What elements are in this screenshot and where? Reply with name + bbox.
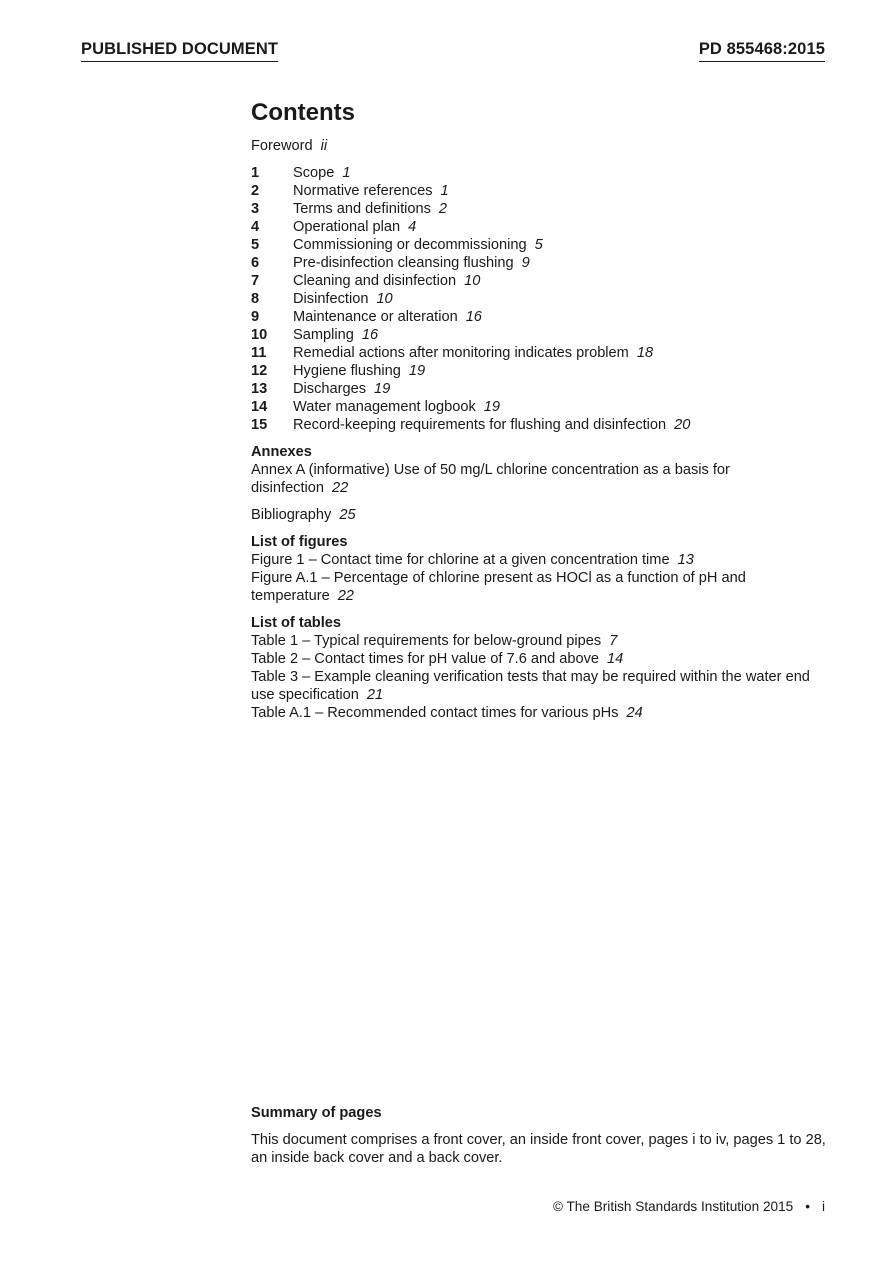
toc-clause-page: 18 xyxy=(636,345,654,361)
toc-clause-row[interactable] xyxy=(251,164,831,182)
table-page: 21 xyxy=(366,687,384,703)
toc-clause-title: Terms and definitions xyxy=(293,201,431,217)
toc-clause-title-wrap xyxy=(293,398,500,416)
toc-clause-row[interactable] xyxy=(251,272,831,290)
toc-clause-page: 1 xyxy=(342,165,351,181)
toc-clause-row[interactable] xyxy=(251,218,831,236)
table-title: Table A.1 – Recommended contact times for various pHs xyxy=(251,705,619,721)
toc-clause-title: Pre-disinfection cleansing flushing xyxy=(293,255,514,271)
toc-clause-page: 16 xyxy=(465,309,482,325)
toc-clause-title-wrap xyxy=(293,308,482,326)
toc-clause-number: 15 xyxy=(251,417,268,433)
toc-clause-page: 19 xyxy=(483,399,501,415)
table-entry[interactable] xyxy=(251,668,831,704)
footer-separator: • xyxy=(805,1199,810,1214)
toc-clause-title: Sampling xyxy=(293,327,354,343)
toc-clause-row[interactable] xyxy=(251,290,831,308)
toc-clause-row[interactable] xyxy=(251,344,831,362)
toc-figures xyxy=(251,533,831,605)
toc-clause-number: 4 xyxy=(251,219,260,235)
toc-clause-number: 13 xyxy=(251,381,268,397)
toc-clause-title: Record-keeping requirements for flushing and disinfection xyxy=(293,417,667,433)
toc-clause-page: 10 xyxy=(464,273,481,289)
figure-title: Figure A.1 – Percentage of chlorine present as HOCl as a function of pH and temperature xyxy=(251,570,746,604)
toc-clause-page: 19 xyxy=(374,381,391,397)
toc-clause-title-wrap xyxy=(293,380,390,398)
toc-bibliography[interactable] xyxy=(251,506,831,524)
footer-copyright: © The British Standards Institution 2015 xyxy=(552,1199,794,1214)
toc-clause-title: Discharges xyxy=(293,381,366,397)
toc-clause-title-wrap xyxy=(293,200,447,218)
toc-clause-title-wrap xyxy=(293,326,378,344)
toc-clause-title: Maintenance or alteration xyxy=(293,309,458,325)
annex-entry[interactable] xyxy=(251,461,831,497)
footer-page-number: i xyxy=(821,1199,825,1214)
toc-clause-title: Disinfection xyxy=(293,291,369,307)
contents-section xyxy=(251,98,831,722)
toc-clause-number: 14 xyxy=(251,399,268,415)
toc-clause-row[interactable] xyxy=(251,398,831,416)
toc-clause-title: Normative references xyxy=(293,183,433,199)
toc-clause-title: Water management logbook xyxy=(293,399,476,415)
toc-clause-title-wrap xyxy=(293,344,653,362)
toc-clause-row[interactable] xyxy=(251,362,831,380)
toc-clause-page: 10 xyxy=(376,291,393,307)
toc-clause-title: Remedial actions after monitoring indicates problem xyxy=(293,345,629,361)
toc-clause-page: 16 xyxy=(361,327,379,343)
toc-clause-page: 9 xyxy=(521,255,530,271)
toc-foreword-page: ii xyxy=(320,138,328,154)
toc-clause-title: Hygiene flushing xyxy=(293,363,401,379)
toc-bibliography-label: Bibliography xyxy=(251,507,332,523)
toc-clause-page: 4 xyxy=(408,219,417,235)
toc-annexes xyxy=(251,443,831,497)
toc-clause-title-wrap xyxy=(293,218,416,236)
annex-page: 22 xyxy=(332,480,349,496)
toc-clause-title-wrap xyxy=(293,272,480,290)
toc-clause-title-wrap xyxy=(293,236,543,254)
contents-title: Contents xyxy=(251,99,355,126)
table-entry[interactable] xyxy=(251,632,831,650)
summary-text: This document comprises a front cover, an inside front cover, pages i to iv, pages 1 to 28, an inside back cover and a back cover. xyxy=(251,1132,826,1166)
table-entry[interactable] xyxy=(251,704,831,722)
toc-foreword-label: Foreword xyxy=(251,138,313,154)
toc-clause-page: 2 xyxy=(438,201,448,217)
figure-page: 13 xyxy=(677,552,694,568)
annex-title: Annex A (informative) Use of 50 mg/L chlorine concentration as a basis for disinfection xyxy=(251,462,730,496)
toc-clause-number: 12 xyxy=(251,363,268,379)
table-list xyxy=(251,632,831,722)
toc-clause-number: 2 xyxy=(251,183,260,199)
figure-list xyxy=(251,551,831,605)
toc-clause-page: 19 xyxy=(408,363,426,379)
toc-clause-number: 6 xyxy=(251,255,260,271)
toc-clause-row[interactable] xyxy=(251,182,831,200)
figures-heading: List of figures xyxy=(251,534,348,550)
toc-clause-page: 1 xyxy=(440,183,449,199)
annex-list xyxy=(251,461,831,497)
table-page: 7 xyxy=(609,633,618,649)
toc-clause-number: 11 xyxy=(251,345,267,361)
toc-clause-number: 3 xyxy=(251,201,260,217)
toc-bibliography-page: 25 xyxy=(339,507,356,523)
toc-clause-title: Commissioning or decommissioning xyxy=(293,237,527,253)
figure-entry[interactable] xyxy=(251,569,831,605)
toc-clause-title-wrap xyxy=(293,416,690,434)
toc-clause-number: 1 xyxy=(251,165,260,181)
table-title: Table 2 – Contact times for pH value of 7.6 and above xyxy=(251,651,600,667)
toc-clause-number: 5 xyxy=(251,237,260,253)
figure-title: Figure 1 – Contact time for chlorine at a given concentration time xyxy=(251,552,670,568)
toc-clause-row[interactable] xyxy=(251,200,831,218)
figure-page: 22 xyxy=(337,588,354,604)
toc-clause-page: 5 xyxy=(534,237,543,253)
table-entry[interactable] xyxy=(251,650,831,668)
toc-tables xyxy=(251,614,831,722)
toc-clause-number: 9 xyxy=(251,309,260,325)
toc-clause-title: Operational plan xyxy=(293,219,401,235)
toc-clause-title-wrap xyxy=(293,182,449,200)
toc-clause-number: 7 xyxy=(251,273,260,289)
toc-clause-title: Cleaning and disinfection xyxy=(293,273,457,289)
toc-clause-title-wrap xyxy=(293,254,530,272)
summary-heading: Summary of pages xyxy=(251,1105,382,1121)
summary-of-pages xyxy=(251,1104,831,1167)
toc-clause-number: 8 xyxy=(251,291,260,307)
tables-heading: List of tables xyxy=(251,615,342,631)
toc-clause-row[interactable] xyxy=(251,308,831,326)
table-page: 14 xyxy=(607,651,624,667)
table-title: Table 1 – Typical requirements for below-ground pipes xyxy=(251,633,602,649)
toc-foreword[interactable] xyxy=(251,137,831,155)
header-document-number: PD 855468:2015 xyxy=(699,40,825,62)
toc-clause-number: 10 xyxy=(251,327,268,343)
page-footer xyxy=(553,1199,825,1214)
toc-clause-page: 20 xyxy=(674,417,691,433)
toc-clause-row[interactable] xyxy=(251,380,831,398)
table-page: 24 xyxy=(626,705,643,721)
toc-clause-row[interactable] xyxy=(251,236,831,254)
toc-clause-list xyxy=(251,164,831,434)
toc-clause-title: Scope xyxy=(293,165,335,181)
header-left-title: PUBLISHED DOCUMENT xyxy=(81,40,278,62)
figure-entry[interactable] xyxy=(251,551,831,569)
toc-clause-title-wrap xyxy=(293,290,393,308)
toc-clause-title-wrap xyxy=(293,164,351,182)
table-title: Table 3 – Example cleaning verification tests that may be required within the water end use specification xyxy=(251,669,810,703)
toc-clause-row[interactable] xyxy=(251,416,831,434)
toc-clause-row[interactable] xyxy=(251,254,831,272)
annexes-heading: Annexes xyxy=(251,444,312,460)
toc-clause-title-wrap xyxy=(293,362,425,380)
toc-clause-row[interactable] xyxy=(251,326,831,344)
